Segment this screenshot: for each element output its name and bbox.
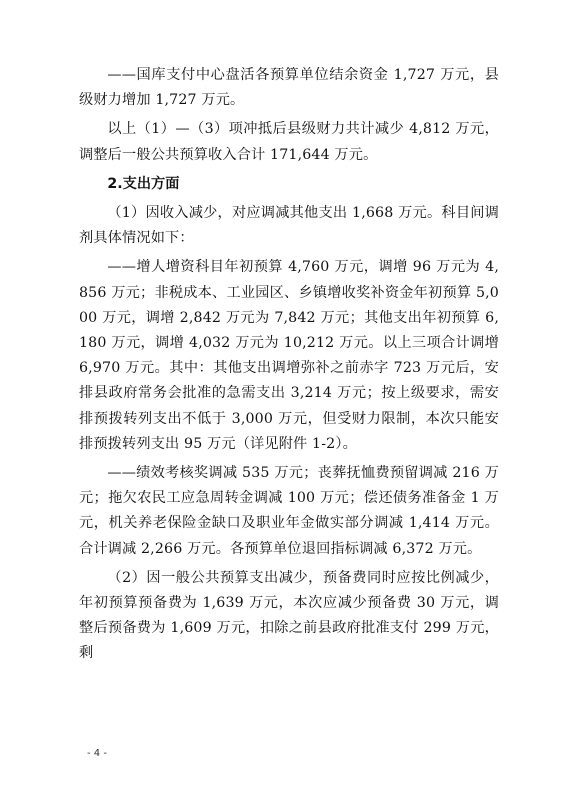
paragraph: ——国库支付中心盘活各预算单位结余资金 1,727 万元，县级财力增加 1,727 万元。 [79, 67, 499, 109]
paragraph: 以上（1）—（3）项冲抵后县级财力共计减少 4,812 万元，调整后一般公共预算收入合计 171,644 万元。 [79, 121, 499, 163]
page-number: - 4 - [87, 748, 107, 759]
paragraph: （2）因一般公共预算支出减少，预备费同时应按比例减少，年初预算预备费为 1,639 万元，本次应减少预备费 30 万元，调整后预备费为 1,609 万元，扣除之前县政府批准支付 299 万元，剩 [79, 569, 499, 662]
section-heading: 2.支出方面 [107, 175, 180, 192]
paragraph: ——绩效考核奖调减 535 万元；丧葬抚恤费预留调减 216 万元；拖欠农民工应急周转金调减 100 万元；偿还债务准备金 1 万元，机关养老保险金缺口及职业年金做实部分调减 1,414 万元。合计调减 2,266 万元。各预算单位退回指标调减 6,372 万元。 [79, 465, 499, 557]
paragraph: （1）因收入减少，对应调减其他支出 1,668 万元。科目间调剂具体情况如下： [79, 205, 499, 247]
document-body [79, 63, 499, 667]
paragraph: ——增人增资科目年初预算 4,760 万元，调增 96 万元为 4,856 万元；非税成本、工业园区、乡镇增收奖补资金年初预算 5,000 万元，调增 2,842 万元为 7,842 万元；其他支出年初预算 6,180 万元，调增 4,032 万元为 10,212 万元。以上三项合计调增 6,970 万元。其中：其他支出调增弥补之前赤字 723 万元后，安排县政府常务会批准的急需支出 3,214 万元；按上级要求，需安排预拨转列支出不低于 3,000 万元，但受财力限制，本次只能安排预拨转列支出 95 万元（详见附件 1-2）。 [79, 259, 499, 452]
